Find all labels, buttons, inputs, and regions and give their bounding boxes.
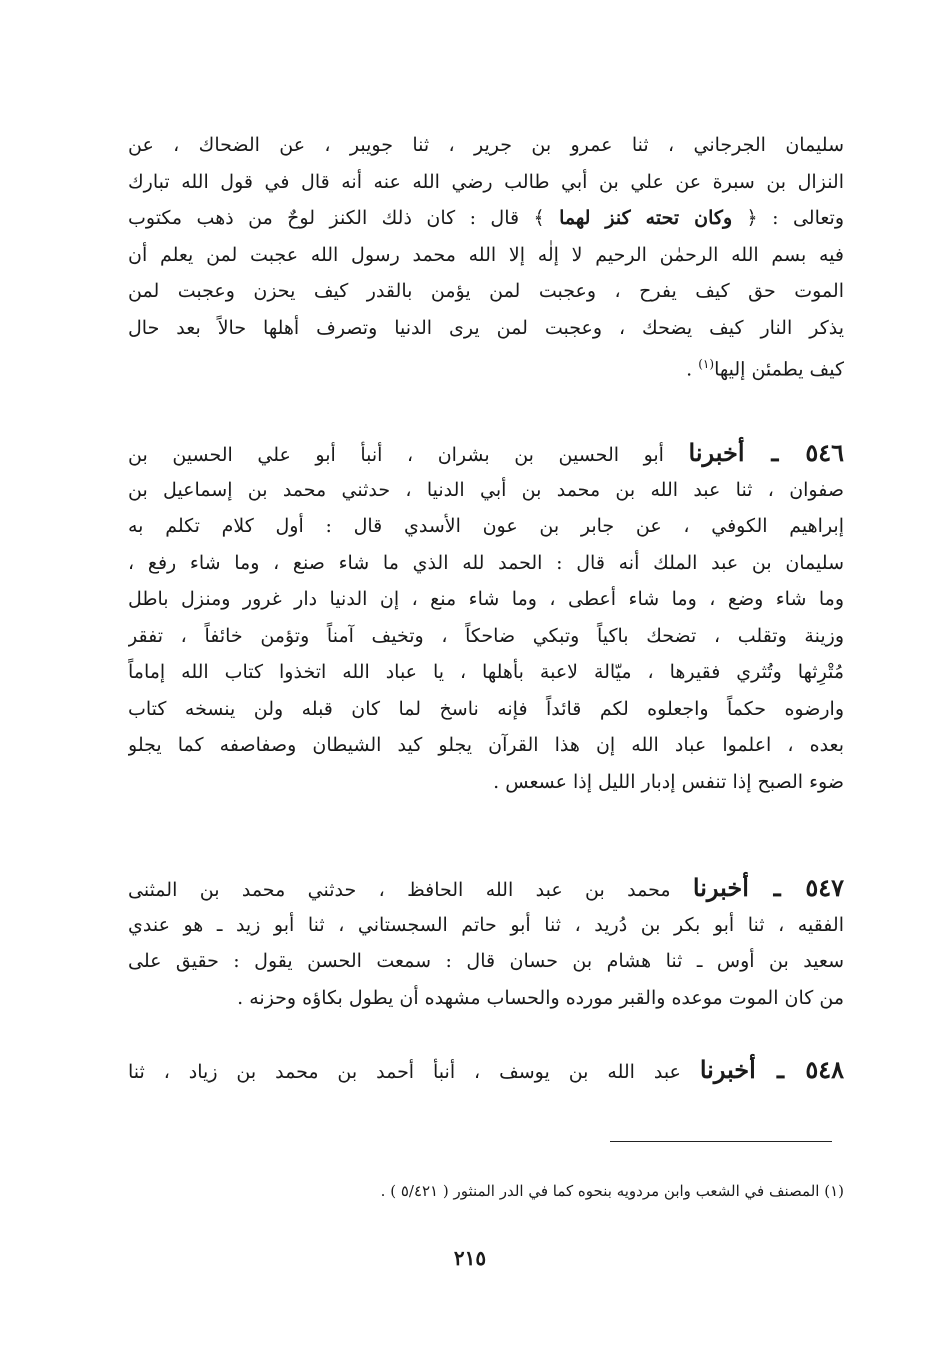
text-line: ٥٤٦ ـ أخبرنا أبو الحسين بن بشران ، أنبأ أبو علي الحسين بن bbox=[128, 438, 844, 467]
text-line: ضوء الصبح إذا تنفس إدبار الليل إذا عسعس . bbox=[493, 770, 844, 793]
hadith-548 bbox=[128, 1052, 844, 1089]
text-line: وزينة وتقلب ، تضحك باكياً وتبكي ضاحكاً ، وتخيف آمناً وتؤمن خائفاً ، تفقر bbox=[128, 624, 844, 647]
hadith-number: ٥٤٦ bbox=[805, 438, 844, 467]
quran-verse: وكان تحته كنز لهما bbox=[559, 207, 733, 229]
page-number: ٢١٥ bbox=[453, 1246, 487, 1270]
text-line: صفوان ، ثنا عبد الله بن محمد بن أبي الدنيا ، حدثني محمد بن إسماعيل بن bbox=[128, 478, 844, 501]
text-line: مُتْرِثها وتُثري فقيرها ، ميّالة لاعبة بأهلها ، يا عباد الله اتخذوا كتاب الله إماماً bbox=[128, 661, 844, 683]
footnote-divider bbox=[610, 1141, 832, 1142]
text-line: ٥٤٧ ـ أخبرنا محمد بن عبد الله الحافظ ، حدثني محمد بن المثنى bbox=[128, 873, 844, 902]
text-line: النزال بن سبرة عن علي بن أبي طالب رضي الله عنه أنه قال في قول الله تبارك bbox=[128, 170, 844, 193]
text-line: سعيد بن أوس ـ ثنا هشام بن حسان قال : سمعت الحسن يقول : حقيق على bbox=[128, 950, 844, 972]
text-line: بعده ، اعلموا عباد الله إن هذا القرآن يجلو كيد الشيطان وصفاصفه كما يجلو bbox=[128, 734, 844, 756]
line-prefix: وتعالى : ﴿ bbox=[732, 207, 844, 229]
text-line: كيف يطمئن إليها$^{(١)}$ . bbox=[686, 357, 844, 381]
text-line bbox=[128, 200, 844, 237]
paragraph-continuation bbox=[128, 127, 844, 383]
text-line: وارضوه حكماً واجعلوه لكم قائداً فإنه ناسخ لما كان قبله ولن ينسخه كتاب bbox=[128, 697, 844, 720]
keyword-akhbarana: أخبرنا bbox=[699, 1055, 756, 1084]
text-line: إبراهيم الكوفي ، عن جابر بن عون الأسدي قال : أول كلام تكلم به bbox=[128, 515, 844, 537]
footnote: (١) المصنف في الشعب وابن مردويه بنحوه كما في الدر المنثور ( ٥/٤٢١ ) . bbox=[380, 1182, 844, 1200]
text-line: ٥٤٨ ـ أخبرنا عبد الله بن يوسف ، أنبأ أحمد بن محمد بن زياد ، ثنا bbox=[128, 1055, 844, 1084]
text-line: وما شاء وضع ، وما شاء أعطى ، وما شاء منع ، إن الدنيا دار غرور ومنزل باطل bbox=[128, 588, 844, 610]
hadith-number: ٥٤٨ bbox=[805, 1055, 844, 1084]
footnote-reference[interactable]: (١) bbox=[698, 357, 715, 371]
line-rest: ﴾ قال : كان ذلك الكنز لوحٌ من ذهب مكتوب bbox=[128, 207, 545, 229]
text-line: الفقيه ، ثنا أبو بكر بن دُريد ، ثنا أبو حاتم السجستاني ، ثنا أبو زيد ـ هو عندي bbox=[128, 913, 844, 936]
keyword-akhbarana: أخبرنا bbox=[688, 438, 745, 467]
hadith-547 bbox=[128, 870, 844, 1016]
hadith-number: ٥٤٧ bbox=[805, 873, 844, 902]
text-line: يذكر النار كيف يضحك ، وعجبت لمن يرى الدنيا وتصرف أهلها حالاً بعد حال bbox=[128, 316, 844, 339]
hadith-546 bbox=[128, 435, 844, 800]
text-line: الموت حق كيف يفرح ، وعجبت لمن يؤمن بالقدر كيف يحزن وعجبت لمن bbox=[128, 280, 844, 302]
keyword-akhbarana: أخبرنا bbox=[692, 873, 749, 902]
text-line: من كان الموت موعده والقبر مورده والحساب مشهده أن يطول بكاؤه وحزنه . bbox=[237, 986, 844, 1009]
text-line: سليمان بن عبد الملك أنه قال : الحمد لله الذي ما شاء صنع ، وما شاء رفع ، bbox=[128, 551, 844, 574]
text-line: سليمان الجرجاني ، ثنا عمرو بن جرير ، ثنا جويبر ، عن الضحاك ، عن bbox=[128, 134, 844, 156]
text-line: فيه بسم الله الرحمٰن الرحيم لا إلٰه إلا الله محمد رسول الله عجبت لمن يعلم أن bbox=[128, 243, 844, 266]
